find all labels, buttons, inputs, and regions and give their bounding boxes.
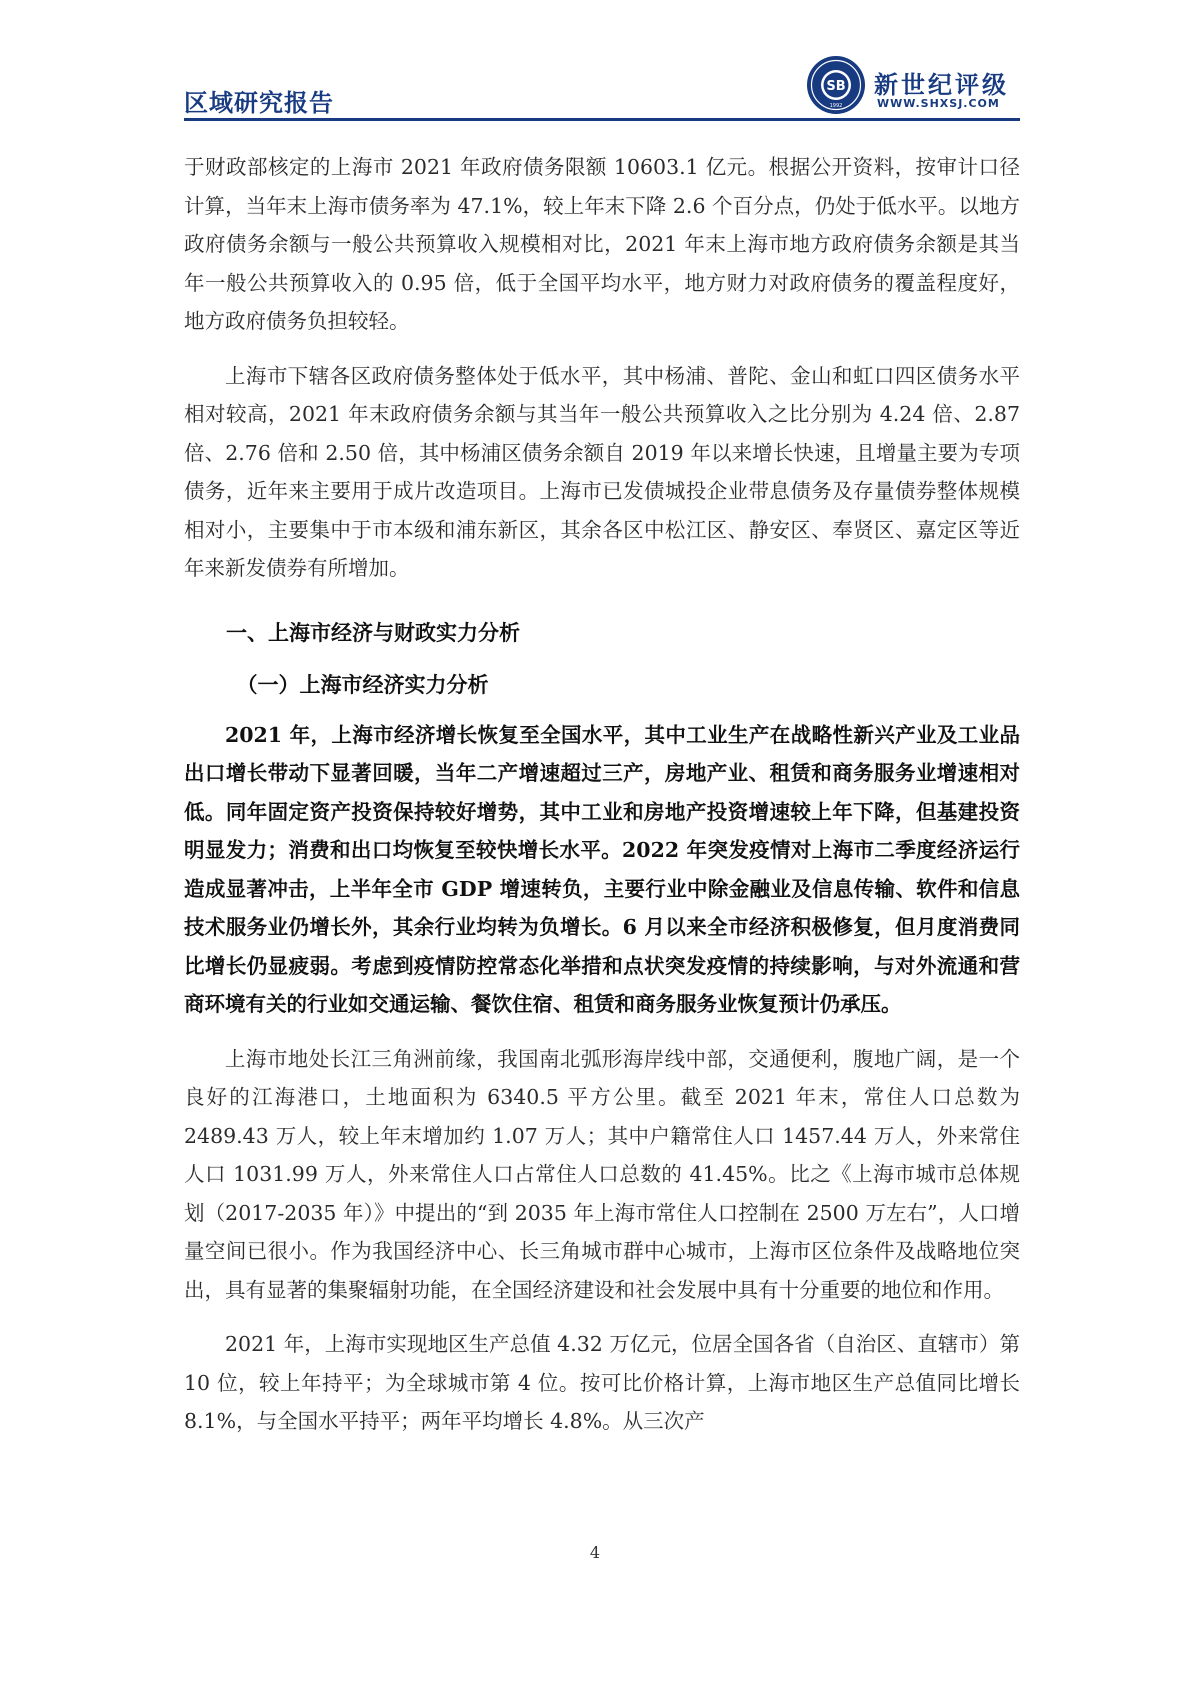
paragraph-geography-population: 上海市地处长江三角洲前缘，我国南北弧形海岸线中部，交通便利，腹地广阔，是一个良好的江海港口，土地面积为 6340.5 平方公里。截至 2021 年末，常住人口总数为 2489.43 万人，较上年末增加约 1.07 万人；其中户籍常住人口 1457.44 万人，外来常住人口 1031.99 万人，外来常住人口占常住人口总数的 41.45%。比之《上海市城市总体规划（2017-2035 年）》中提出的“到 2035 年上海市常住人口控制在 2500 万左右”，人口增量空间已很小。作为我国经济中心、长三角城市群中心城市，上海市区位条件及战略地位突出，具有显著的集聚辐射功能，在全国经济建设和社会发展中具有十分重要的地位和作用。 bbox=[184, 1046, 1020, 1302]
seal-letters: SB bbox=[826, 79, 846, 94]
paragraph-gdp: 2021 年，上海市实现地区生产总值 4.32 万亿元，位居全国各省（自治区、直辖市）第 10 位，较上年持平；为全球城市第 4 位。按可比价格计算，上海市地区生产总值同比增长 8.1%，与全国水平持平；两年平均增长 4.8%。从三次产 bbox=[184, 1332, 1020, 1433]
company-name: 新世纪评级 bbox=[874, 71, 1009, 99]
subsection-heading: （一）上海市经济实力分析 bbox=[236, 672, 489, 697]
report-section-title: 区域研究报告 bbox=[184, 89, 334, 117]
page-number: 4 bbox=[589, 1543, 601, 1562]
company-seal-logo bbox=[806, 55, 866, 115]
paragraph-district-debt: 上海市下辖各区政府债务整体处于低水平，其中杨浦、普陀、金山和虹口四区债务水平相对较高，2021 年末政府债务余额与其当年一般公共预算收入之比分别为 4.24 倍、2.87 倍、2.76 倍和 2.50 倍，其中杨浦区债务余额自 2019 年以来增长快速，且增量主要为专项债务，近年来主要用于成片改造项目。上海市已发债城投企业带息债务及存量债券整体规模相对小，主要集中于市本级和浦东新区，其余各区中松江区、静安区、奉贤区、嘉定区等近年来新发债券有所增加。 bbox=[184, 363, 1020, 580]
page-header bbox=[184, 55, 1020, 119]
paragraph-debt-ratio: 于财政部核定的上海市 2021 年政府债务限额 10603.1 亿元。根据公开资料，按审计口径计算，当年末上海市债务率为 47.1%，较上年末下降 2.6 个百分点，仍处于低水平。以地方政府债务余额与一般公共预算收入规模相对比，2021 年末上海市地方政府债务余额是其当年一般公共预算收入的 0.95 倍，低于全国平均水平，地方财力对政府债务的覆盖程度好，地方政府债务负担较轻。 bbox=[184, 155, 1020, 333]
section-heading: 一、上海市经济与财政实力分析 bbox=[226, 620, 520, 645]
header-divider bbox=[184, 118, 1020, 121]
summary-paragraph: 2021 年，上海市经济增长恢复至全国水平，其中工业生产在战略性新兴产业及工业品出口增长带动下显著回暖，当年二产增速超过三产，房地产业、租赁和商务服务业增速相对低。同年固定资产投资保持较好增势，其中工业和房地产投资增速较上年下降，但基建投资明显发力；消费和出口均恢复至较快增长水平。2022 年突发疫情对上海市二季度经济运行造成显著冲击，上半年全市 GDP 增速转负，主要行业中除金融业及信息传输、软件和信息技术服务业仍增长外，其余行业均转为负增长。6 月以来全市经济积极修复，但月度消费同比增长仍显疲弱。考虑到疫情防控常态化举措和点状突发疫情的持续影响，与对外流通和营商环境有关的行业如交通运输、餐饮住宿、租赁和商务服务业恢复预计仍承压。 bbox=[184, 722, 1020, 1016]
company-website: WWW.SHXSJ.COM bbox=[877, 97, 1000, 110]
document-body bbox=[184, 148, 1020, 1457]
seal-year: 1992 bbox=[829, 103, 843, 109]
